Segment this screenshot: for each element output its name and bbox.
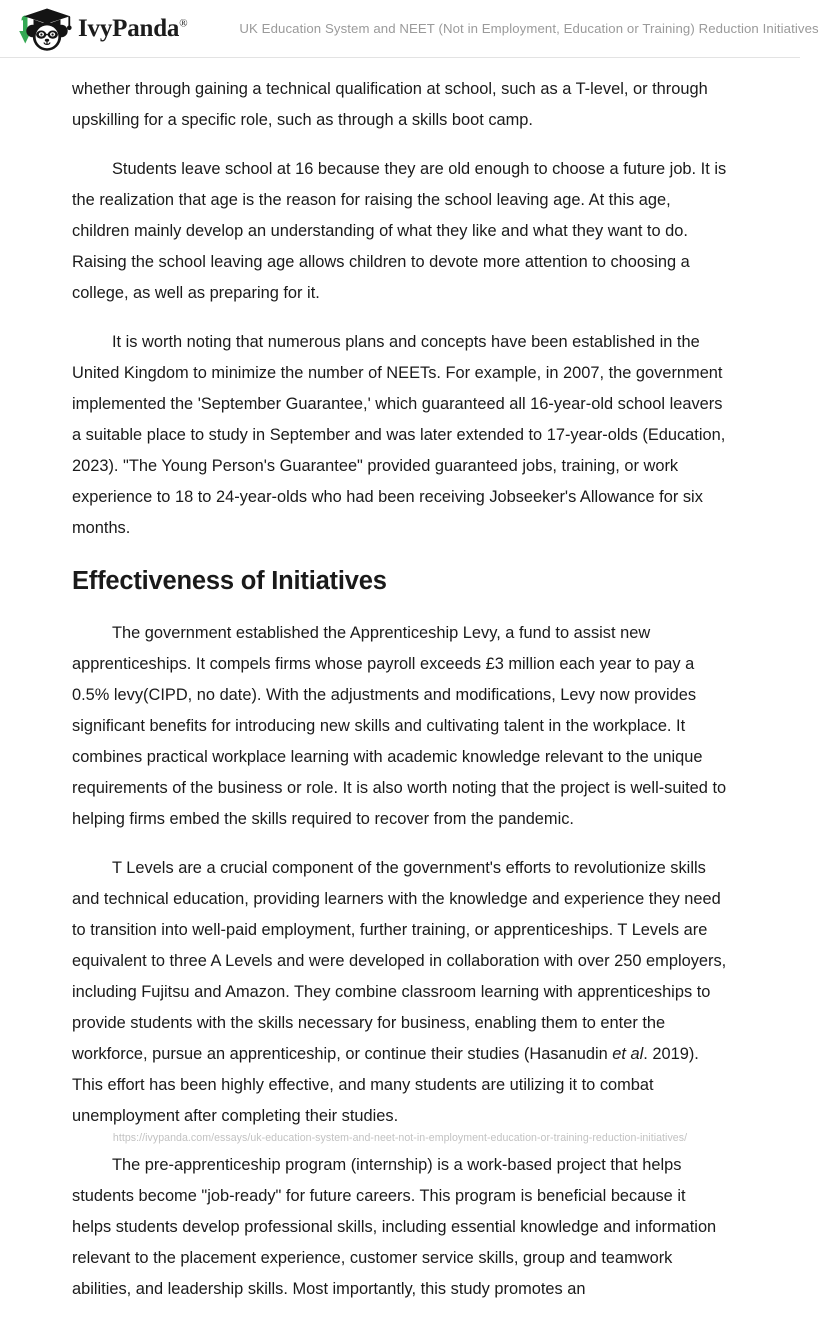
t-levels-text-part2: . 2019). This effort has been highly effective, and many students are utilizing it to combat unemployment after completing their studies. (72, 1044, 699, 1125)
document-title: UK Education System and NEET (Not in Employment, Education or Training) Reduction Initiatives (239, 21, 819, 36)
registered-trademark-icon: ® (179, 17, 188, 30)
section-heading-effectiveness: Effectiveness of Initiatives (72, 567, 387, 595)
page-header (0, 0, 819, 58)
paragraph-continuation: whether through gaining a technical qualification at school, such as a T-level, or through upskilling for a specific role, such as through a skills boot camp. (72, 80, 708, 129)
t-levels-text-part1: T Levels are a crucial component of the government's efforts to revolutionize skills and technical education, providing learners with the knowledge and experience they need to transition into well-paid employment, further training, or apprenticeships. T Levels are equivalent to three A Levels and were developed in collaboration with over 250 employers, including Fujitsu and Amazon. They combine classroom learning with apprenticeships to provide students with the skills necessary for business, enabling them to enter the workforce, pursue an apprenticeship, or continue their studies (Hasanudin (72, 858, 727, 1063)
brand-wordmark (78, 16, 187, 41)
paragraph-plans-and-concepts: It is worth noting that numerous plans and concepts have been established in the United Kingdom to minimize the number of NEETs. For example, in 2007, the government implemented the 'September Guarantee,' which guaranteed all 16-year-old school leavers a suitable place to study in September and was later extended to 17-year-olds (Education, 2023). "The Young Person's Guarantee" provided guaranteed jobs, training, or work experience to 18 to 24-year-olds who had been receiving Jobseeker's Allowance for six months. (72, 333, 726, 537)
brand-name-text: IvyPanda (78, 15, 180, 42)
source-url[interactable]: https://ivypanda.com/essays/uk-education-system-and-neet-not-in-employment-education-or-training-reduction-initiatives/ (112, 1132, 688, 1144)
citation-et-al: et al (612, 1044, 644, 1063)
paragraph-students-leave-school: Students leave school at 16 because they are old enough to choose a future job. It is the realization that age is the reason for raising the school leaving age. At this age, children mainly develop an understanding of what they like and what they want to do. Raising the school leaving age allows children to devote more attention to choosing a college, as well as preparing for it. (72, 160, 727, 302)
panda-graduate-logo-icon (18, 6, 76, 52)
page-footer (0, 1132, 800, 1144)
paragraph-t-levels (72, 853, 728, 1132)
paragraph-pre-apprenticeship: The pre-apprenticeship program (internship) is a work-based project that helps students become "job-ready" for future careers. This program is beneficial because it helps students develop professional skills, including essential knowledge and information relevant to the placement experience, customer service skills, group and teamwork abilities, and leadership skills. Most importantly, this study promotes an (72, 1155, 717, 1298)
paragraph-apprenticeship-levy: The government established the Apprenticeship Levy, a fund to assist new apprenticeships. It compels firms whose payroll exceeds £3 million each year to pay a 0.5% levy(CIPD, no date). With the adjustments and modifications, Levy now provides significant benefits for introducing new skills and cultivating talent in the workplace. It combines practical workplace learning with academic knowledge relevant to the unique requirements of the business or role. It is also worth noting that the project is well-suited to helping firms embed the skills required to recover from the pandemic. (72, 623, 727, 828)
brand-logo[interactable] (18, 6, 187, 52)
